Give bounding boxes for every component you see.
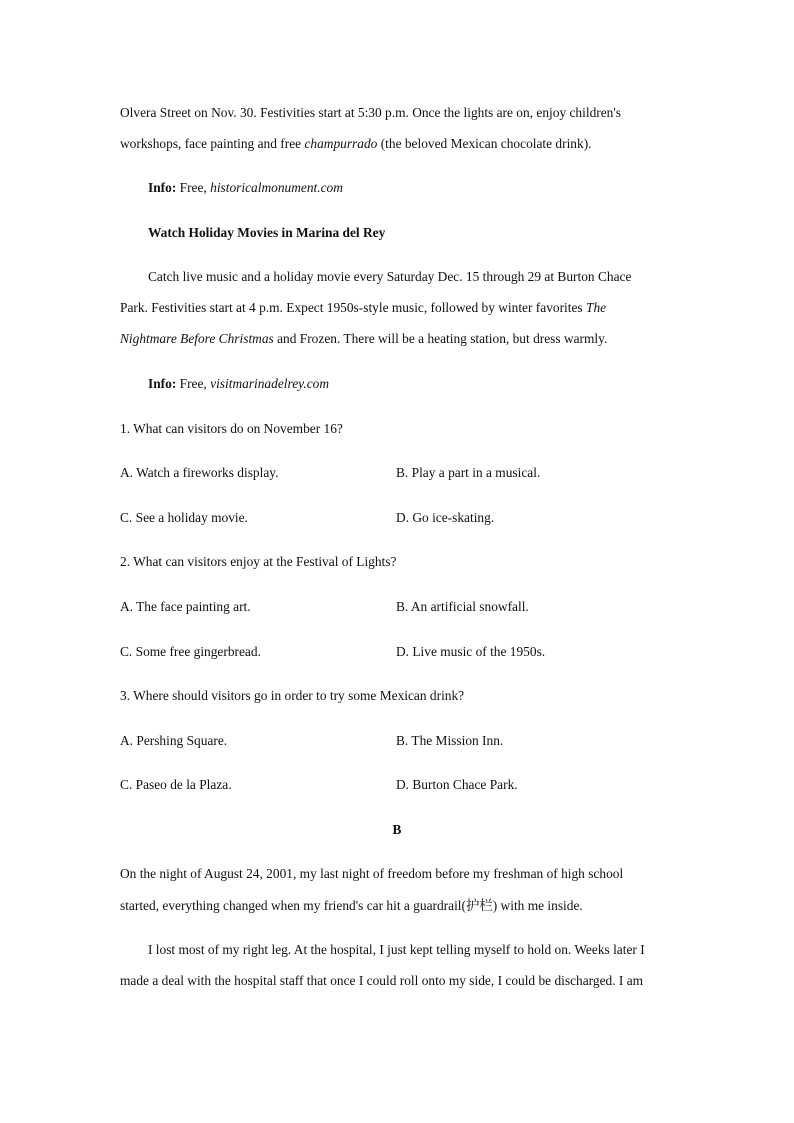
info-label: Info: [148,376,177,391]
website-text: historicalmonument.com [210,180,343,195]
paragraph-line [120,330,680,348]
paragraph-line: On the night of August 24, 2001, my last night of freedom before my freshman of high school [120,866,624,881]
option-c[interactable]: C. See a holiday movie. [120,510,248,525]
paragraph-line [120,104,680,122]
option-d[interactable]: D. Go ice-skating. [396,510,495,525]
italic-title: Nightmare Before Christmas [120,331,274,346]
option-a[interactable]: A. Pershing Square. [120,733,228,748]
info-line-2 [148,375,708,393]
paragraph-line [120,135,680,153]
option-a[interactable]: A. Watch a fireworks display. [120,465,279,480]
option-b[interactable]: B. Play a part in a musical. [396,465,541,480]
question-stem: 1. What can visitors do on November 16? [120,421,343,436]
question-stem: 2. What can visitors enjoy at the Festival of Lights? [120,554,397,569]
italic-title: The [586,300,607,315]
paragraph-line [148,268,708,286]
section-label: B [392,822,402,837]
paragraph-line [120,299,680,317]
option-b[interactable]: B. The Mission Inn. [396,733,504,748]
option-c[interactable]: C. Some free gingerbread. [120,644,261,659]
option-b[interactable]: B. An artificial snowfall. [396,599,529,614]
info-label: Info: [148,180,177,195]
section-heading: Watch Holiday Movies in Marina del Rey [148,225,386,240]
question-stem: 3. Where should visitors go in order to try some Mexican drink? [120,688,465,703]
option-a[interactable]: A. The face painting art. [120,599,251,614]
text: and Frozen. There will be a heating station, but dress warmly. [273,331,608,346]
option-c[interactable]: C. Paseo de la Plaza. [120,777,232,792]
text: Olvera Street on Nov. 30. Festivities start at 5:30 p.m. Once the lights are on, enjoy children's [120,105,621,120]
paragraph-line: made a deal with the hospital staff that once I could roll onto my side, I could be discharged. I am [120,973,644,988]
text: Park. Festivities start at 4 p.m. Expect 1950s-style music, followed by winter favorites [120,300,586,315]
info-line-1 [148,179,708,197]
option-d[interactable]: D. Burton Chace Park. [396,777,518,792]
text: (the beloved Mexican chocolate drink). [377,136,592,151]
text: workshops, face painting and free [120,136,305,151]
website-text: visitmarinadelrey.com [210,376,330,391]
paragraph-line: I lost most of my right leg. At the hospital, I just kept telling myself to hold on. Weeks later I [148,942,645,957]
italic-term: champurrado [304,136,378,151]
option-d[interactable]: D. Live music of the 1950s. [396,644,546,659]
paragraph-line: started, everything changed when my friend's car hit a guardrail(护栏) with me inside. [120,898,583,913]
text: Catch live music and a holiday movie every Saturday Dec. 15 through 29 at Burton Chace [148,269,632,284]
text: Free, [176,180,211,195]
text: Free, [176,376,211,391]
